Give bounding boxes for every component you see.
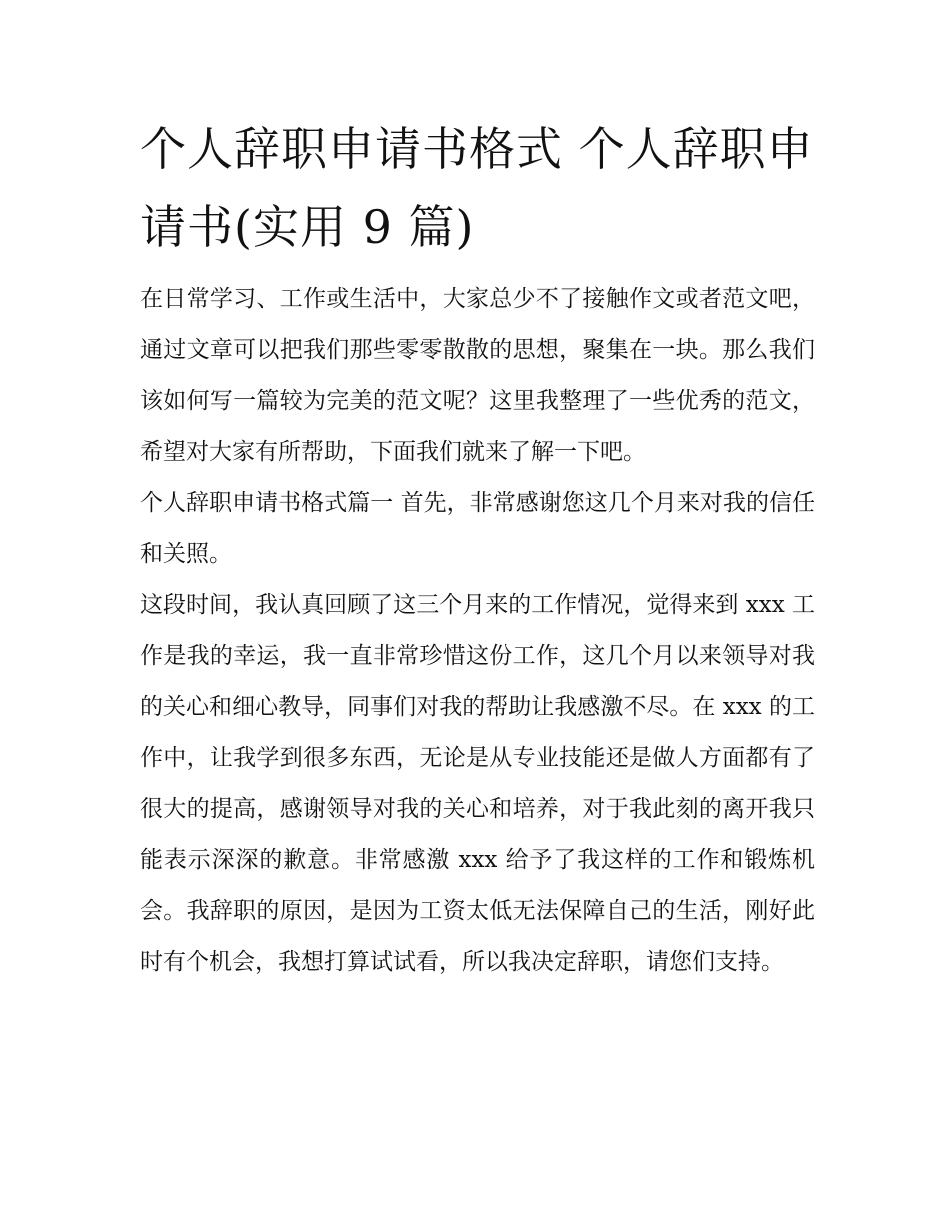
section-one-opening-paragraph: 个人辞职申请书格式篇一 首先，非常感谢您这几个月来对我的信任和关照。 bbox=[140, 490, 815, 567]
document-title: 个人辞职申请书格式 个人辞职申请书(实用 9 篇) bbox=[140, 122, 814, 254]
intro-paragraph: 在日常学习、工作或生活中，大家总少不了接触作文或者范文吧，通过文章可以把我们那些零零散散的思想，聚集在一块。那么我们该如何写一篇较为完美的范文呢？这里我整理了一些优秀的范文，希望对大家有所帮助，下面我们就来了解一下吧。 bbox=[140, 286, 815, 465]
section-one-body-paragraph: 这段时间，我认真回顾了这三个月来的工作情况，觉得来到 xxx 工作是我的幸运，我一直非常珍惜这份工作，这几个月以来领导对我的关心和细心教导，同事们对我的帮助让我感激不尽。在 xxx 的工作中，让我学到很多东西，无论是从专业技能还是做人方面都有了很大的提高，感谢领导对我的关心和培养，对于我此刻的离开我只能表示深深的歉意。非常感激 xxx 给予了我这样的工作和锻炼机会。我辞职的原因，是因为工资太低无法保障自己的生活，刚好此时有个机会，我想打算试试看，所以我决定辞职，请您们支持。 bbox=[140, 592, 815, 975]
document-page bbox=[140, 110, 815, 988]
